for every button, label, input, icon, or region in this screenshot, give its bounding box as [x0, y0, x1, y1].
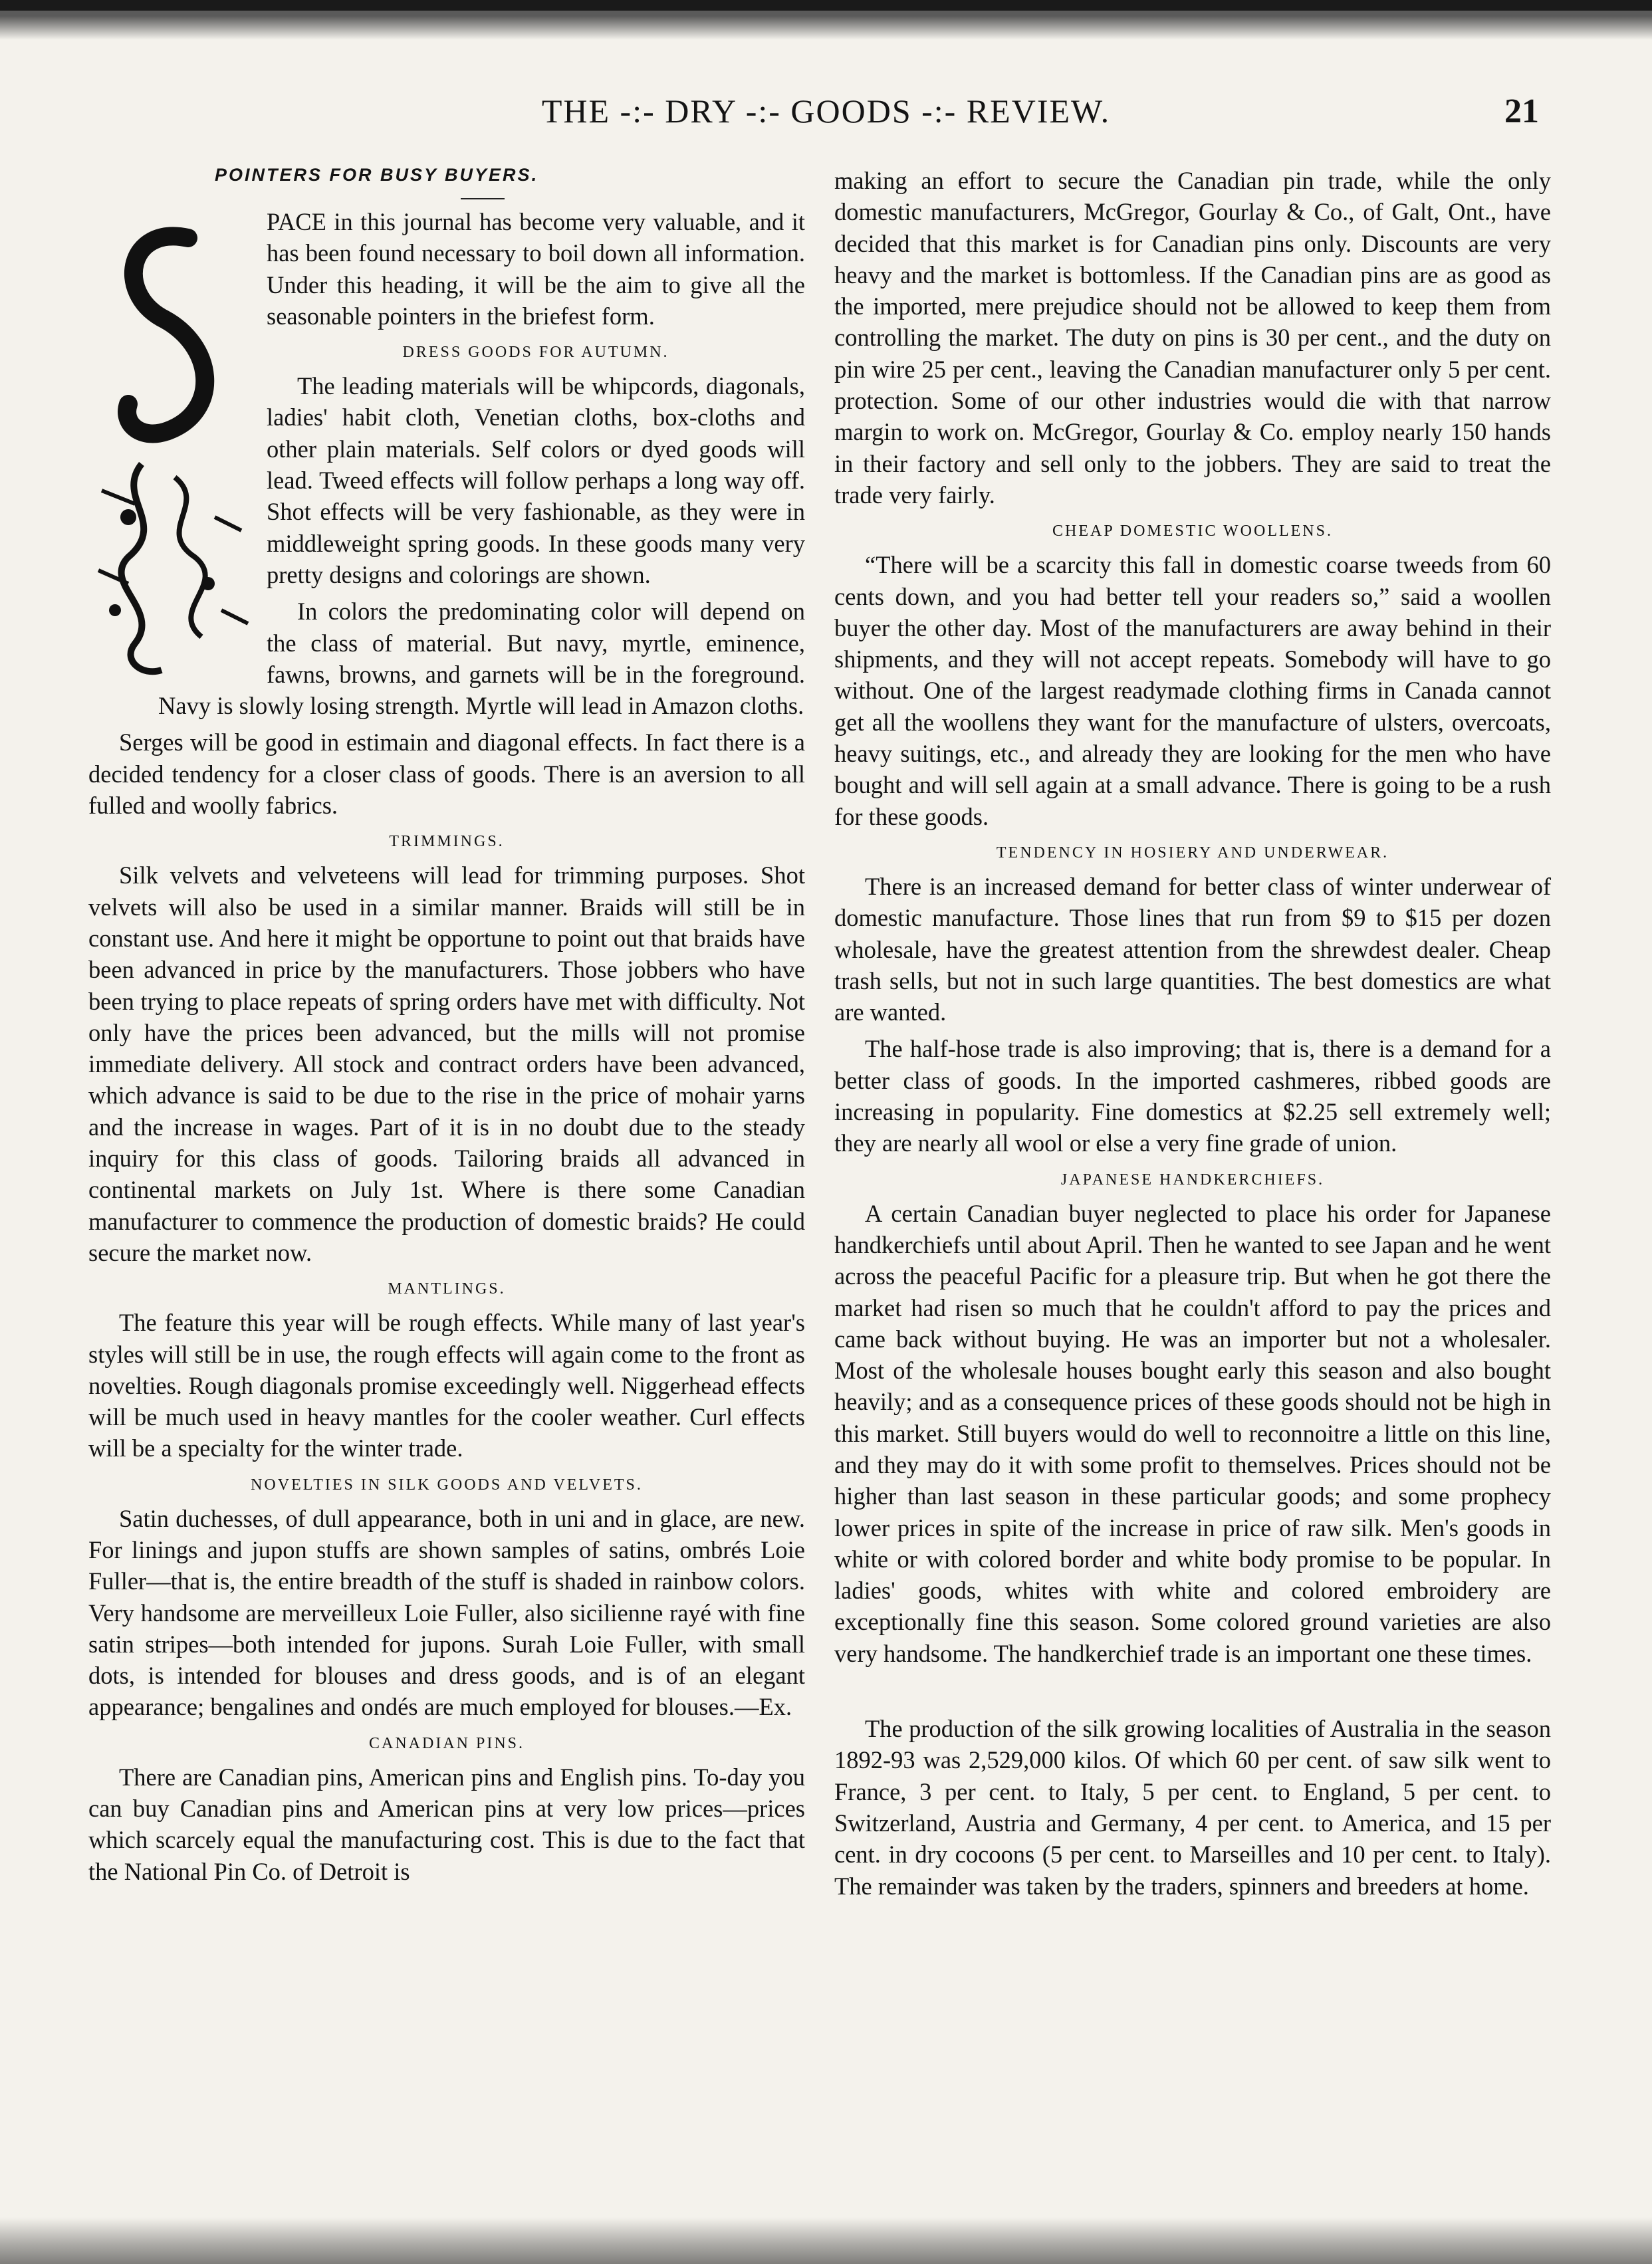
left-column — [88, 165, 805, 1892]
subhead-hosiery: TENDENCY IN HOSIERY AND UNDERWEAR. — [996, 844, 1389, 861]
section-gap — [834, 1674, 1551, 1713]
page-header — [0, 92, 1652, 138]
department-title: POINTERS FOR BUSY BUYERS. — [215, 165, 539, 185]
scan-edge-bottom — [0, 2217, 1652, 2264]
subhead-canadian-pins: CANADIAN PINS. — [368, 1734, 525, 1752]
scan-edge-top — [0, 0, 1652, 47]
trimmings-paragraph: Silk velvets and velveteens will lead for trimming purposes. Shot velvets will also be used in a similar manner. Braids will still be in constant use. And here it might be opportune to point out that braids have been advanced in price by the manufacturers. Those jobbers who have been trying to place repeats of spring orders have met with difficulty. Not only have the prices been advanced, but the mills will not promise immediate delivery. All stock and contract orders have been advanced, which advance is said to be due to the rise in the price of mohair yarns and the increase in wages. Part of it is in no doubt due to the steady inquiry for this class of goods. Tailoring braids all advanced in continental markets on July 1st. Where is there some Canadian manufacturer to commence the production of domestic braids? He could secure the market now. — [88, 861, 805, 1266]
subhead-woollens: CHEAP DOMESTIC WOOLLENS. — [1052, 522, 1333, 540]
canadian-pins-paragraph: There are Canadian pins, American pins and English pins. To-day you can buy Canadian pins and American pins at very low prices—prices which scarcely equal the manufacturing cost. This is due to the fact that the National Pin Co. of Detroit is — [88, 1763, 805, 1885]
hosiery-paragraph: The half-hose trade is also improving; that is, there is a demand for a better class of goods. In the imported cashmeres, ribbed goods are increasing in popularity. Fine domestics at $2.25 sell extremely well; they are nearly all wool or else a very fine grade of union. — [834, 1035, 1551, 1157]
novelties-paragraph: Satin duchesses, of dull appearance, both in uni and in glace, are new. For linings and jupon stuffs are shown samples of satins, ombrés Loie Fuller—that is, the entire breadth of the stuff is shaded in rainbow colors. Very handsome are merveilleux Loie Fuller, also sicilienne rayé with fine satin stripes—both intended for jupons. Surah Loie Fuller, with small dots, is intended for blouses and dress goods, and is of an elegant appearance; bengalines and ondés are much employed for blouses.—Ex. — [88, 1504, 805, 1721]
right-column — [834, 165, 1551, 1907]
dress-goods-paragraph: In colors the predominating color will depend on the class of material. But navy, myrtle, eminence, fawns, browns, and garnets will be in the foreground. Navy is slowly losing strength. Myrtle will lead in Amazon cloths. — [158, 598, 805, 720]
subhead-dress-goods: DRESS GOODS FOR AUTUMN. — [402, 344, 669, 362]
subhead-mantlings: MANTLINGS. — [388, 1280, 506, 1298]
woollens-paragraph: “There will be a scarcity this fall in domestic coarse tweeds from 60 cents down, and you had better tell your readers so,” said a woollen buyer the other day. Most of the manufacturers are away behind in their shipments, and they will not accept repeats. Somebody will have to go without. One of the largest readymade clothing firms in Canada cannot get all the woollens they want for the manufacture of ulsters, overcoats, heavy suitings, etc., and already they are looking for the men who have bought and will sell again at a small advance. There is going to be a rush for these goods. — [834, 551, 1551, 830]
dress-goods-paragraph: Serges will be good in estimain and diagonal effects. In fact there is a decided tendency for a closer class of goods. There is an aversion to all fulled and woolly fabrics. — [88, 729, 805, 820]
page-number: 21 — [1504, 92, 1539, 130]
subhead-handkerchiefs: JAPANESE HANDKERCHIEFS. — [1060, 1171, 1325, 1189]
subhead-novelties: NOVELTIES IN SILK GOODS AND VELVETS. — [251, 1476, 643, 1494]
handkerchiefs-paragraph: A certain Canadian buyer neglected to place his order for Japanese handkerchiefs until about April. Then he wanted to see Japan and he went across the peaceful Pacific for a pleasure trip. But when he got there the market had risen so much that he couldn't afford to pay the prices and came back without buying. He was an importer but not a wholesaler. Most of the wholesale houses bought early this season and also bought heavily; and as a consequence prices of these goods should not be high in this market. Still buyers would do well to reconnoitre a little on this line, and they may do it with some profit to themselves. Prices should not be higher than last season in these particular goods; and some prophecy lower prices in spite of the increase in price of raw silk. Men's goods in white or with colored border and white body promise to be popular. In ladies' goods, whites with white and colored embroidery are exceptionally fine this season. Some colored ground varieties are also very handsome. The handkerchief trade is an important one these times. — [834, 1199, 1551, 1667]
hosiery-paragraph: There is an increased demand for better class of winter underwear of domestic manufacture. Those lines that run from $9 to $15 per dozen wholesale, have the greatest attention from the shrewdest dealer. Cheap trash sells, but not in such large quantities. The best domestics are what are wanted. — [834, 872, 1551, 1026]
canadian-pins-continued-paragraph: making an effort to secure the Canadian pin trade, while the only domestic manufacturers, McGregor, Gourlay & Co., of Galt, Ont., have decided that this market is for Canadian pins only. Discounts are very heavy and the market is bottomless. If the Canadian pins are as good as the imported, mere prejudice should not be allowed to keep them from controlling the market. The duty on pins is 30 per cent., and the duty on pin wire 25 per cent., leaving the Canadian manufacturer only 5 per cent. protection. Some of our other industries would die with that narrow margin to work on. McGregor, Gourlay & Co. employ nearly 150 hands in their factory and sell only to the jobbers. They are said to treat the trade very fairly. — [834, 167, 1551, 509]
mantlings-paragraph: The feature this year will be rough effects. While many of last year's styles will still be in use, the rough effects will again come to the front as novelties. Rough diagonals promise exceedingly well. Niggerhead effects will be much used in heavy mantles for the cooler weather. Curl effects will be a specialty for the winter trade. — [88, 1309, 805, 1462]
intro-paragraph: PACE in this journal has become very valuable, and it has been found necessary to boil down all information. Under this heading, it will be the aim to give all the seasonable pointers in the briefest form. — [267, 208, 805, 330]
subhead-trimmings: TRIMMINGS. — [389, 833, 505, 851]
journal-title: THE -:- DRY -:- GOODS -:- REVIEW. — [541, 92, 1111, 130]
dress-goods-paragraph: The leading materials will be whipcords, diagonals, ladies' habit cloth, Venetian cloths, box-cloths and other plain materials. Self colors or dyed goods will lead. Tweed effects will follow perhaps a long way off. Shot effects will be very fashionable, as they were in middleweight spring goods. In these goods many very pretty designs and colorings are shown. — [267, 372, 805, 588]
silk-australia-paragraph: The production of the silk growing localities of Australia in the season 1892-93 was 2,529,000 kilos. Of which 60 per cent. of saw silk went to France, 3 per cent. to Italy, 5 per cent. to England, 5 per cent. to Switzerland, Austria and Germany, 4 per cent. to America, and 15 per cent. in dry cocoons (5 per cent. to Marseilles and 10 per cent. to Italy). The remainder was taken by the traders, spinners and breeders at home. — [834, 1715, 1551, 1900]
ornamental-dropcap-s-icon — [88, 211, 255, 690]
title-rule — [461, 198, 505, 199]
